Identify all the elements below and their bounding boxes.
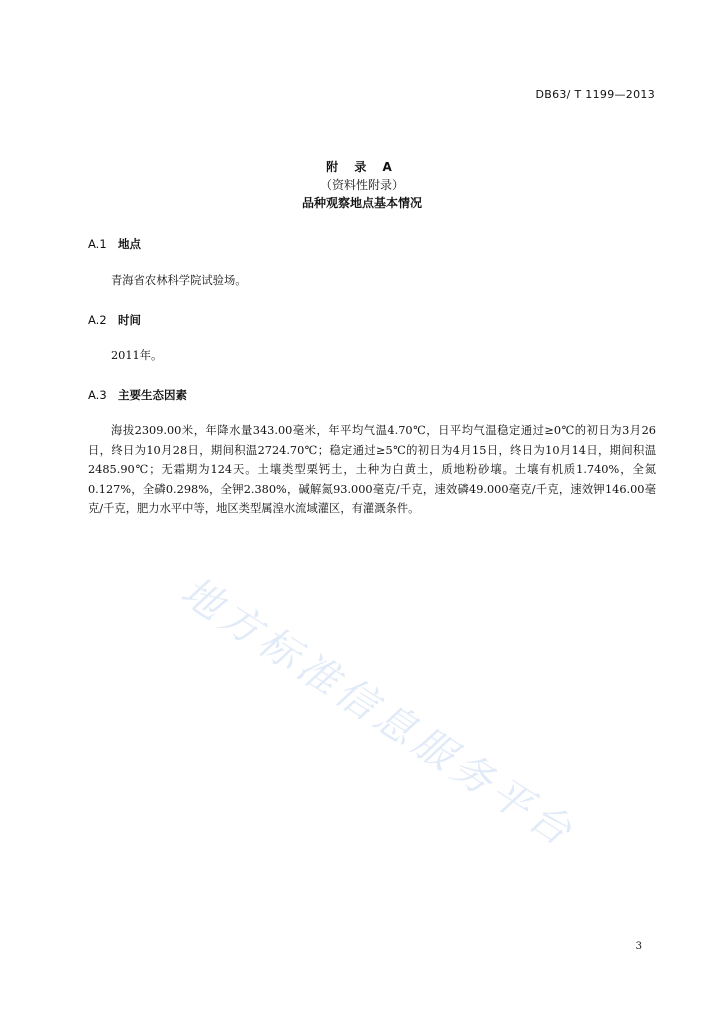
section-title: 地点 — [118, 237, 141, 251]
section-number: A.3 — [88, 388, 107, 402]
section-title: 主要生态因素 — [118, 388, 187, 402]
section-number: A.2 — [88, 313, 107, 327]
page-number: 3 — [635, 941, 642, 952]
section-title: 时间 — [118, 313, 141, 327]
document-code: DB63/ T 1199—2013 — [535, 88, 655, 101]
section-a3-heading — [88, 387, 187, 403]
section-a2-body: 2011年。 — [111, 349, 163, 362]
appendix-subject: 品种观察地点基本情况 — [301, 196, 422, 210]
section-number: A.1 — [88, 237, 107, 251]
watermark: 地方标准信息服务平台 — [172, 568, 584, 858]
appendix-type: （资料性附录） — [319, 178, 404, 192]
appendix-title: 附 录 A — [326, 160, 398, 174]
section-a1-heading — [88, 236, 141, 252]
section-a3-body: 海拔2309.00米，年降水量343.00毫米，年平均气温4.70℃，日平均气温稳定通过≥0℃的初日为3月26日，终日为10月28日，期间积温2724.70℃；稳定通过≥5℃的初日为4月15日，终日为10月14日，期间积温2485.90℃；无霜期为124天。土壤类型栗钙土，土种为白黄土，质地粉砂壤。土壤有机质1.740%，全氮0.127%，全磷0.298%，全钾2.380%，碱解氮93.000毫克/千克，速效磷49.000毫克/千克，速效钾146.00毫克/千克，肥力水平中等，地区类型属湟水流域灌区，有灌溉条件。 — [88, 424, 656, 515]
section-a2-heading — [88, 312, 141, 328]
appendix-title-block — [0, 158, 724, 212]
section-a1-body: 青海省农林科学院试验场。 — [111, 274, 247, 287]
